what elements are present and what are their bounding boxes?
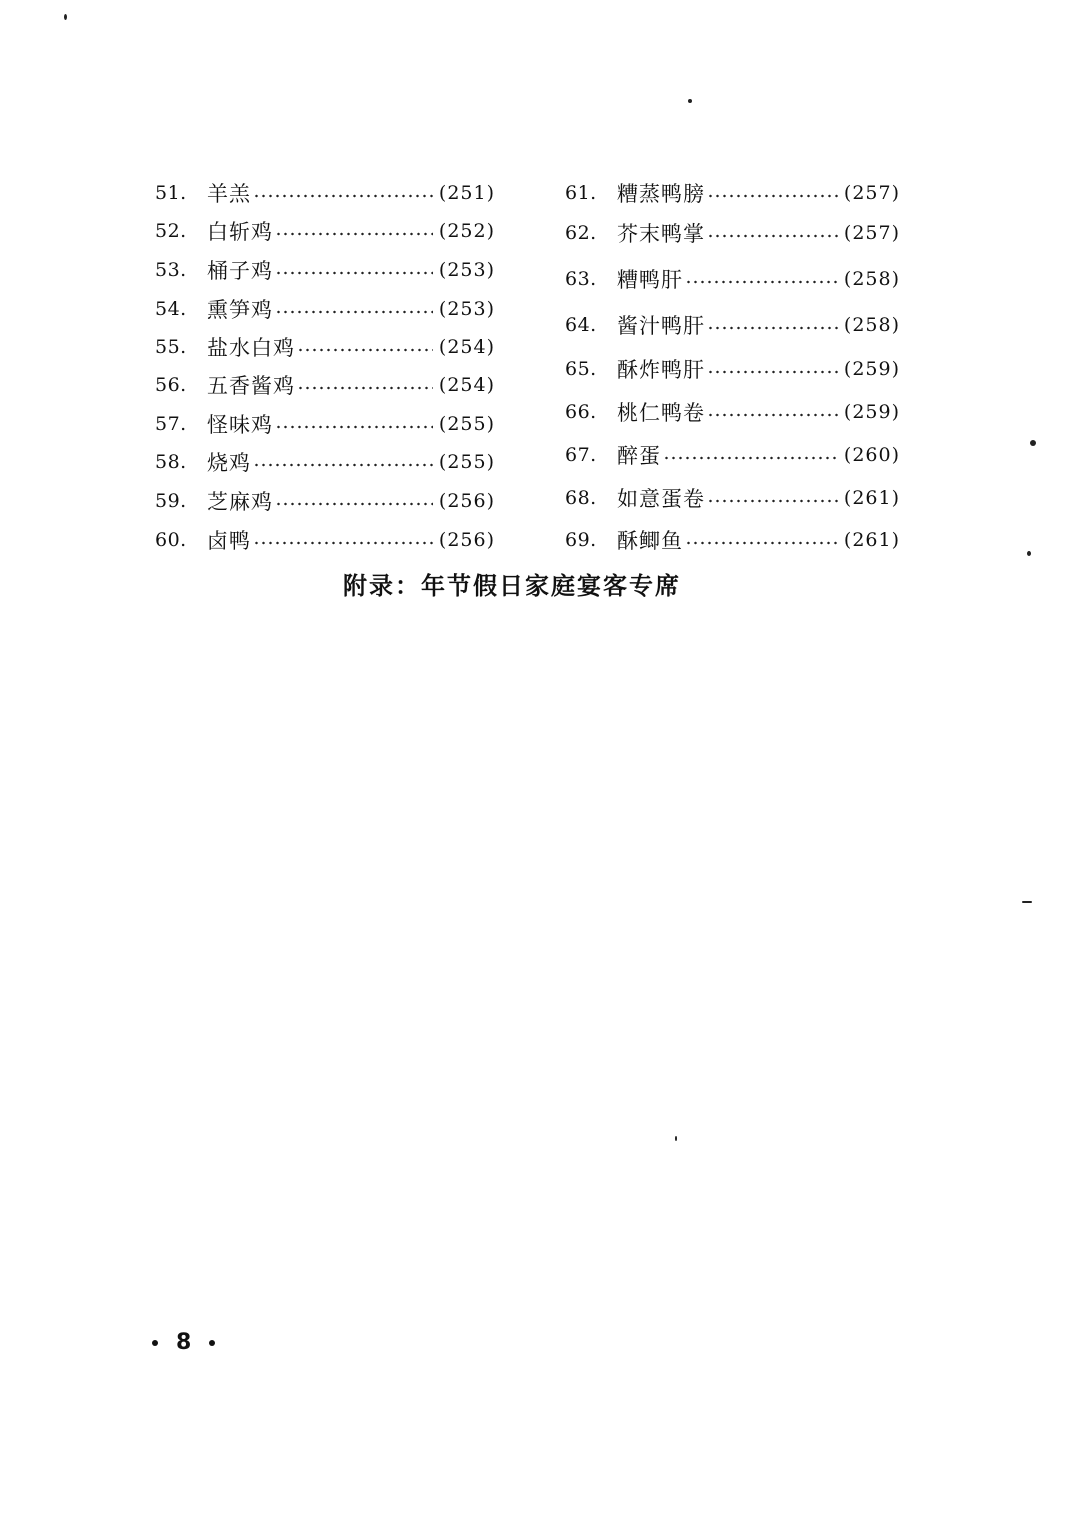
page-footer [152,1330,215,1355]
toc-entry[interactable] [155,213,495,249]
entry-title: 酥鲫鱼 [617,529,683,553]
entry-page: (254) [438,336,495,358]
entry-page: (256) [438,490,495,512]
entry-number: 62. [565,222,597,244]
dot-leader [253,193,433,199]
entry-title: 盐水白鸡 [207,336,295,360]
scan-speck [64,14,67,20]
entry-title: 如意蛋卷 [617,487,705,511]
entry-page: (261) [843,529,900,551]
toc-entry[interactable] [155,483,495,519]
entry-number: 63. [565,268,597,290]
appendix-heading[interactable]: 附录：年节假日家庭宴客专席 [343,572,681,600]
entry-page: (259) [843,401,900,423]
entry-page: (258) [843,314,900,336]
entry-title: 卤鸭 [207,529,251,553]
dot-leader [275,309,433,315]
entry-title: 糟鸭肝 [617,268,683,292]
scan-speck [688,99,692,103]
entry-page: (252) [438,220,495,242]
dot-leader [253,540,433,546]
entry-page: (256) [438,529,495,551]
toc-entry[interactable] [155,291,495,327]
entry-page: (255) [438,413,495,435]
scan-speck [1030,440,1036,446]
toc-entry[interactable] [155,175,495,211]
dot-leader [707,325,838,331]
entry-page: (258) [843,268,900,290]
entry-title: 白斩鸡 [207,220,273,244]
bullet-icon [209,1340,215,1346]
dot-leader [707,233,838,239]
entry-number: 57. [155,413,187,435]
toc-entry[interactable] [565,522,900,558]
entry-number: 69. [565,529,597,551]
toc-entry[interactable] [565,307,900,343]
entry-title: 桃仁鸭卷 [617,401,705,425]
toc-entry[interactable] [155,444,495,480]
entry-page: (253) [438,298,495,320]
dot-leader [685,279,838,285]
entry-page: (257) [843,222,900,244]
entry-title: 芥末鸭掌 [617,222,705,246]
entry-page: (259) [843,358,900,380]
toc-entry[interactable] [565,175,900,211]
entry-title: 熏笋鸡 [207,298,273,322]
entry-title: 羊羔 [207,182,251,206]
entry-number: 58. [155,451,187,473]
dot-leader [707,369,838,375]
entry-number: 64. [565,314,597,336]
entry-title: 五香酱鸡 [207,374,295,398]
entry-title: 醉蛋 [617,444,661,468]
entry-title: 桶子鸡 [207,259,273,283]
dot-leader [707,193,838,199]
entry-title: 怪味鸡 [207,413,273,437]
toc-entry[interactable] [155,329,495,365]
entry-title: 酥炸鸭肝 [617,358,705,382]
toc-entry[interactable] [565,351,900,387]
scan-speck [1027,551,1031,556]
entry-number: 55. [155,336,187,358]
scan-speck [1022,901,1032,903]
dot-leader [253,462,433,468]
toc-entry[interactable] [565,394,900,430]
dot-leader [275,501,433,507]
dot-leader [275,270,433,276]
dot-leader [707,498,838,504]
entry-number: 68. [565,487,597,509]
bullet-icon [152,1340,158,1346]
entry-title: 酱汁鸭肝 [617,314,705,338]
toc-entry[interactable] [565,480,900,516]
toc-entry[interactable] [155,252,495,288]
entry-number: 61. [565,182,597,204]
entry-page: (254) [438,374,495,396]
toc-entry[interactable] [155,406,495,442]
toc-entry[interactable] [565,261,900,297]
entry-number: 54. [155,298,187,320]
entry-number: 65. [565,358,597,380]
dot-leader [707,412,838,418]
entry-title: 芝麻鸡 [207,490,273,514]
toc-entry[interactable] [565,215,900,251]
dot-leader [275,424,433,430]
entry-number: 53. [155,259,187,281]
toc-entry[interactable] [155,367,495,403]
page-number: 8 [176,1330,192,1355]
entry-page: (257) [843,182,900,204]
dot-leader [297,347,433,353]
toc-entry[interactable] [565,437,900,473]
entry-number: 56. [155,374,187,396]
entry-page: (260) [843,444,900,466]
entry-number: 67. [565,444,597,466]
entry-number: 52. [155,220,187,242]
dot-leader [663,455,838,461]
entry-page: (261) [843,487,900,509]
dot-leader [297,385,433,391]
entry-number: 51. [155,182,187,204]
entry-number: 59. [155,490,187,512]
dot-leader [685,540,838,546]
entry-number: 60. [155,529,187,551]
scan-speck [675,1136,677,1141]
entry-page: (251) [438,182,495,204]
entry-page: (255) [438,451,495,473]
toc-entry[interactable] [155,522,495,558]
entry-page: (253) [438,259,495,281]
entry-title: 烧鸡 [207,451,251,475]
entry-title: 糟蒸鸭膀 [617,182,705,206]
entry-number: 66. [565,401,597,423]
dot-leader [275,231,433,237]
